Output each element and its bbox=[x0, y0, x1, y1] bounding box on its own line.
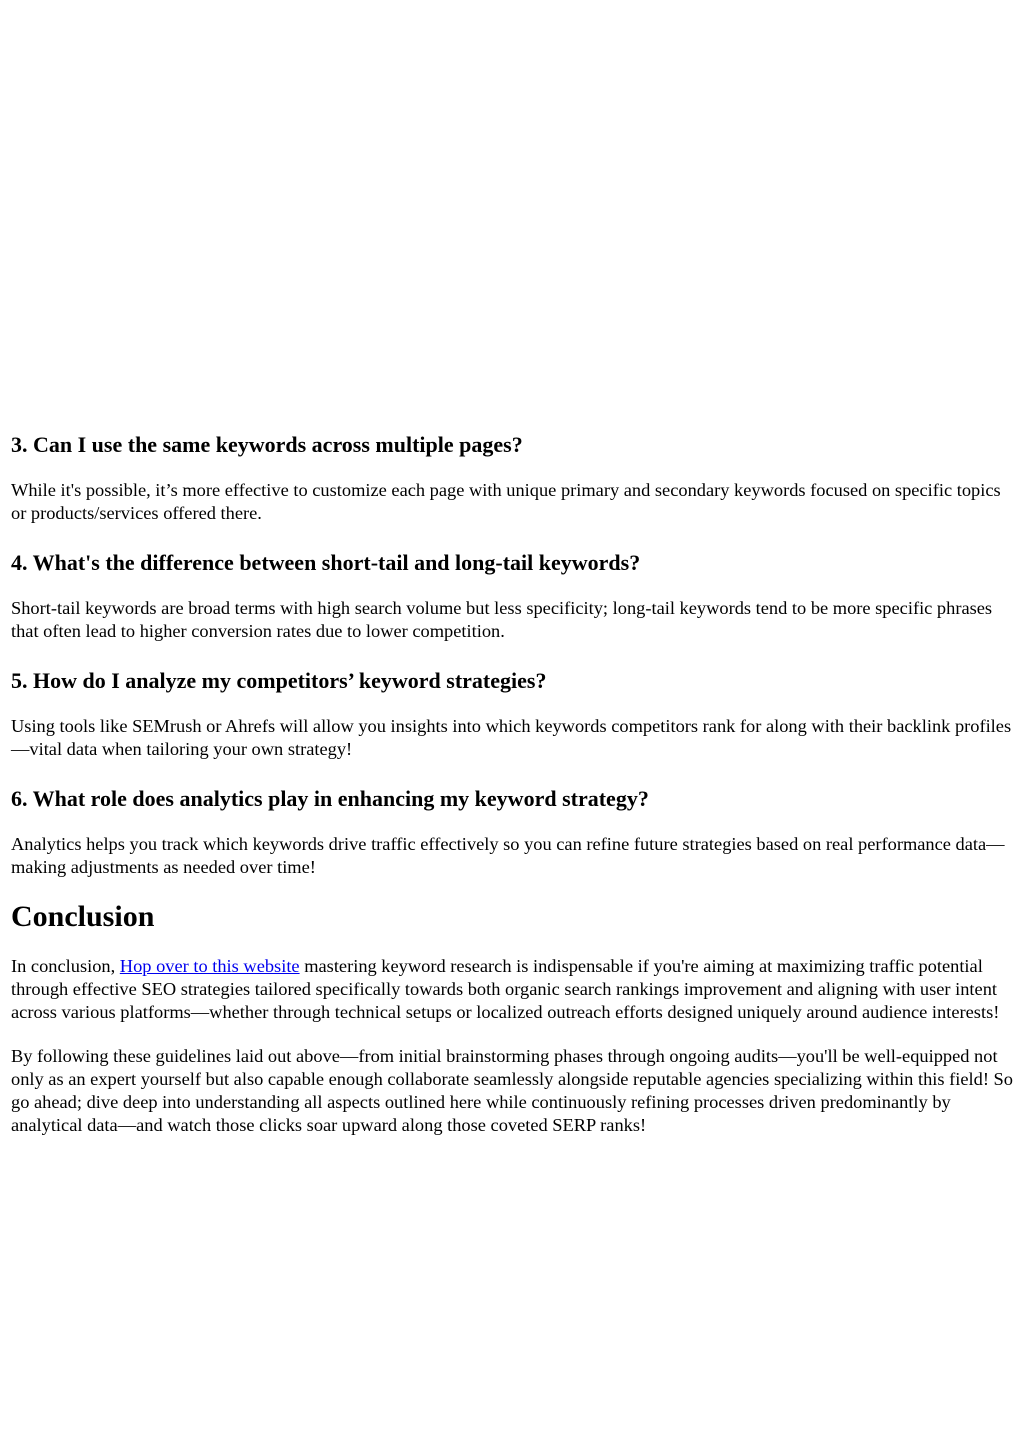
faq-answer-3: While it's possible, it’s more effective to customize each page with unique primary and secondary keywords focused on specific topics or products/services offered there. bbox=[11, 480, 1001, 523]
conclusion-p1-lead: In conclusion, bbox=[11, 956, 120, 976]
faq-answer-5: Using tools like SEMrush or Ahrefs will allow you insights into which keywords competitors rank for along with their backlink profiles—vital data when tailoring your own strategy! bbox=[11, 716, 1012, 759]
conclusion-p1-rest: mastering keyword research is indispensable if you're aiming at maximizing traffic potential through effective SEO strategies tailored specifically towards both organic search rankings improvement and aligning with user intent across various platforms—whether through technical setups or localized outreach efforts designed uniquely around audience interests! bbox=[11, 956, 1000, 1022]
faq-question-4: 4. What's the difference between short-tail and long-tail keywords? bbox=[11, 550, 641, 575]
conclusion-paragraph-1 bbox=[11, 955, 1013, 1024]
faq-question-3: 3. Can I use the same keywords across multiple pages? bbox=[11, 432, 523, 457]
conclusion-paragraph-2: By following these guidelines laid out above—from initial brainstorming phases through ongoing audits—you'll be well-equipped not only as an expert yourself but also capable enough collaborate seamlessly alongside reputable agencies specializing within this field! So go ahead; dive deep into understanding all aspects outlined here while continuously refining processes driven predominantly by analytical data—and watch those clicks soar upward along those coveted SERP ranks! bbox=[11, 1046, 1013, 1135]
conclusion-heading: Conclusion bbox=[11, 900, 155, 933]
faq-answer-6: Analytics helps you track which keywords drive traffic effectively so you can refine future strategies based on real performance data—making adjustments as needed over time! bbox=[11, 834, 1005, 877]
faq-question-6: 6. What role does analytics play in enhancing my keyword strategy? bbox=[11, 786, 649, 811]
faq-answer-4: Short-tail keywords are broad terms with high search volume but less specificity; long-tail keywords tend to be more specific phrases that often lead to higher conversion rates due to lower competition. bbox=[11, 598, 993, 641]
hop-over-link[interactable]: Hop over to this website bbox=[119, 956, 300, 976]
document-page bbox=[11, 428, 1013, 1137]
faq-question-5: 5. How do I analyze my competitors’ keyword strategies? bbox=[11, 668, 547, 693]
